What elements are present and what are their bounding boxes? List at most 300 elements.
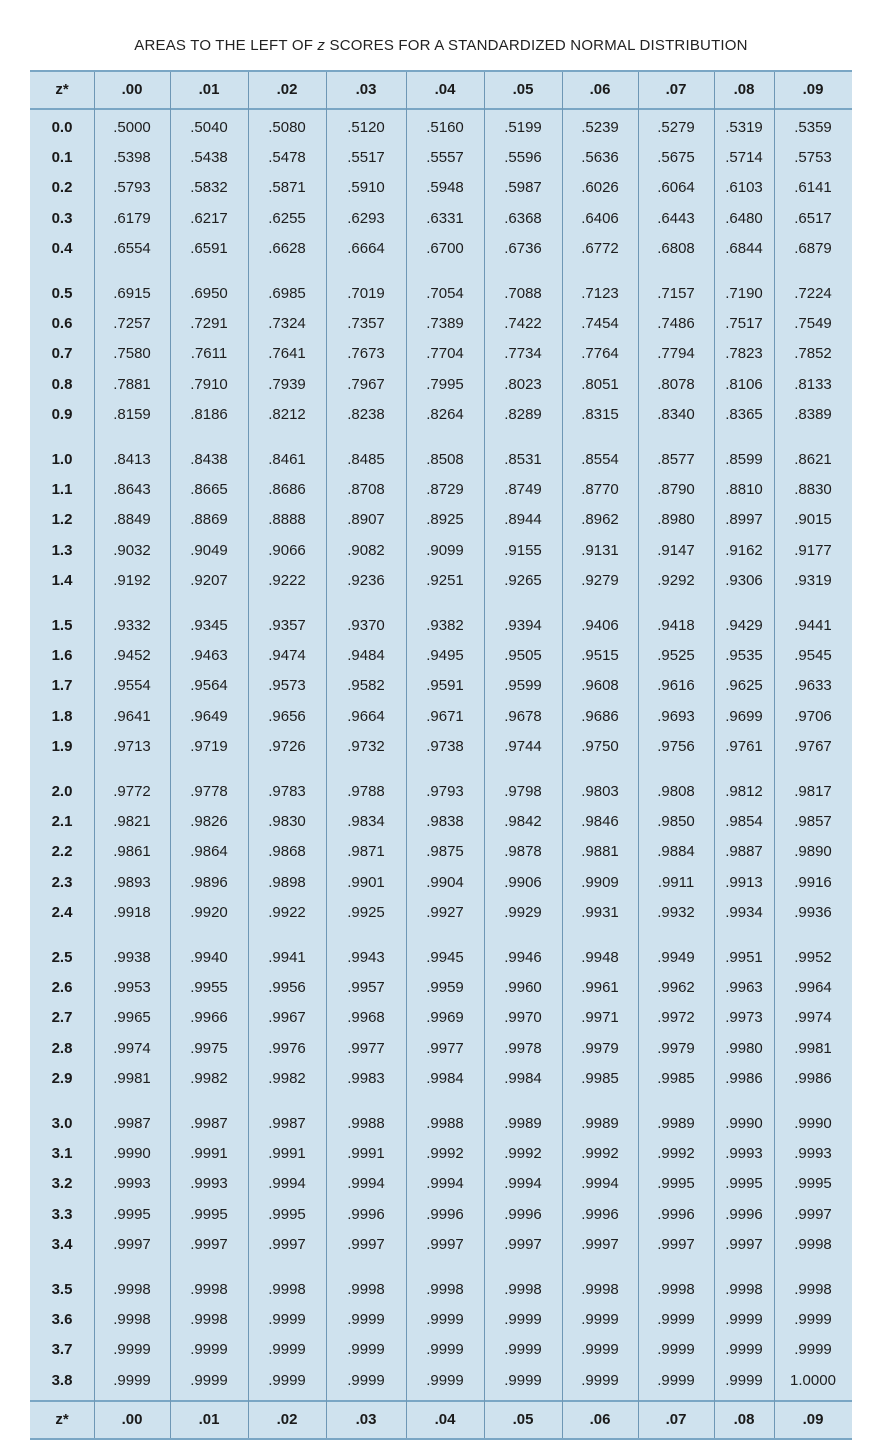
table-cell: .7734 — [504, 345, 542, 363]
column-divider — [94, 72, 95, 1438]
table-cell: .9911 — [657, 873, 695, 891]
table-cell: .9693 — [657, 707, 695, 725]
table-cell: .9998 — [504, 1281, 542, 1298]
table-cell: .8023 — [504, 375, 542, 393]
row-z-value: 0.4 — [51, 239, 73, 257]
table-cell: .8133 — [794, 375, 832, 393]
table-cell: .9987 — [190, 1115, 228, 1132]
table-cell: .9999 — [581, 1311, 619, 1329]
table-cell: .9955 — [190, 979, 228, 997]
table-cell: .6808 — [657, 239, 695, 257]
table-cell: .9985 — [581, 1069, 619, 1087]
row-z-value: 2.8 — [51, 1039, 73, 1057]
table-cell: .5239 — [581, 119, 619, 136]
table-cell: .9904 — [426, 873, 464, 891]
table-cell: .8665 — [190, 481, 228, 499]
table-cell: .9131 — [581, 541, 619, 559]
row-z-value: 2.1 — [51, 813, 73, 831]
row-z-value: 2.0 — [51, 783, 73, 800]
table-cell: .8749 — [504, 481, 542, 499]
table-row — [30, 973, 852, 1003]
table-cell: .9996 — [426, 1205, 464, 1223]
table-cell: .9994 — [504, 1175, 542, 1193]
table-cell: .9582 — [347, 677, 385, 695]
table-cell: .9986 — [725, 1069, 763, 1087]
row-z-value: 0.6 — [51, 315, 73, 333]
table-cell: .5987 — [504, 179, 542, 197]
table-row — [30, 641, 852, 671]
table-cell: .9997 — [657, 1235, 695, 1253]
table-cell: .7580 — [113, 345, 151, 363]
table-cell: .9999 — [426, 1341, 464, 1359]
table-cell: .9850 — [657, 813, 695, 831]
table-cell: .7019 — [347, 285, 385, 302]
table-cell: .9332 — [113, 617, 151, 634]
table-cell: .9279 — [581, 571, 619, 589]
table-cell: .9699 — [725, 707, 763, 725]
title-suffix: SCORES FOR A STANDARDIZED NORMAL DISTRIBUTION — [325, 37, 748, 54]
table-row — [30, 807, 852, 837]
table-cell: .9608 — [581, 677, 619, 695]
row-z-value: 1.1 — [51, 481, 73, 499]
table-cell: .7673 — [347, 345, 385, 363]
table-cell: .9793 — [426, 783, 464, 800]
table-cell: .9989 — [504, 1115, 542, 1132]
table-cell: .9996 — [657, 1205, 695, 1223]
header-bottom-z-label: z* — [55, 1411, 69, 1428]
table-cell: .5557 — [426, 149, 464, 167]
table-cell: .9625 — [725, 677, 763, 695]
table-cell: .9989 — [581, 1115, 619, 1132]
table-cell: .8621 — [794, 451, 832, 468]
table-cell: .9999 — [504, 1311, 542, 1329]
table-cell: .9969 — [426, 1009, 464, 1027]
header-bottom-col-label: .04 — [434, 1411, 456, 1428]
table-cell: .9292 — [657, 571, 695, 589]
table-cell: .9099 — [426, 541, 464, 559]
table-cell: .8686 — [268, 481, 306, 499]
table-cell: .9671 — [426, 707, 464, 725]
table-cell: .9306 — [725, 571, 763, 589]
row-z-value: 1.5 — [51, 617, 73, 634]
table-row — [30, 898, 852, 928]
row-z-value: 0.1 — [51, 149, 73, 167]
header-bottom-col-label: .08 — [733, 1411, 755, 1428]
table-cell: .9756 — [657, 737, 695, 755]
header-top-col-label: .01 — [198, 81, 220, 98]
table-cell: .9997 — [426, 1235, 464, 1253]
table-cell: .6179 — [113, 209, 151, 227]
table-cell: .9713 — [113, 737, 151, 755]
table-cell: .5478 — [268, 149, 306, 167]
table-cell: .8770 — [581, 481, 619, 499]
table-cell: .9761 — [725, 737, 763, 755]
row-z-value: 1.4 — [51, 571, 73, 589]
table-row — [30, 1034, 852, 1064]
table-cell: .9957 — [347, 979, 385, 997]
table-cell: .9968 — [347, 1009, 385, 1027]
table-cell: .9940 — [190, 949, 228, 966]
table-cell: .7764 — [581, 345, 619, 363]
table-cell: .9535 — [725, 647, 763, 665]
table-cell: .9616 — [657, 677, 695, 695]
table-cell: .9641 — [113, 707, 151, 725]
table-row — [30, 1230, 852, 1260]
table-cell: .9155 — [504, 541, 542, 559]
table-cell: .8599 — [725, 451, 763, 468]
table-cell: .8810 — [725, 481, 763, 499]
table-cell: .7157 — [657, 285, 695, 302]
table-cell: .9927 — [426, 903, 464, 921]
column-divider — [406, 72, 407, 1438]
row-z-value: 0.3 — [51, 209, 73, 227]
table-cell: .9890 — [794, 843, 832, 861]
table-cell: .9995 — [794, 1175, 832, 1193]
table-cell: .9767 — [794, 737, 832, 755]
table-cell: .6844 — [725, 239, 763, 257]
table-cell: .9207 — [190, 571, 228, 589]
table-cell: .7611 — [190, 345, 228, 363]
row-z-value: 2.9 — [51, 1069, 73, 1087]
table-cell: .9474 — [268, 647, 306, 665]
table-cell: .9997 — [794, 1205, 832, 1223]
table-cell: .6517 — [794, 209, 832, 227]
table-cell: .9370 — [347, 617, 385, 634]
table-cell: .9834 — [347, 813, 385, 831]
table-cell: .9998 — [347, 1281, 385, 1298]
table-cell: .9909 — [581, 873, 619, 891]
table-cell: .9938 — [113, 949, 151, 966]
table-cell: .9960 — [504, 979, 542, 997]
table-cell: .9999 — [268, 1371, 306, 1389]
table-cell: .8869 — [190, 511, 228, 529]
table-cell: .5080 — [268, 119, 306, 136]
table-row — [30, 536, 852, 566]
row-z-value: 0.7 — [51, 345, 73, 363]
table-cell: .9977 — [426, 1039, 464, 1057]
row-z-value: 0.0 — [51, 119, 73, 136]
table-row — [30, 777, 852, 807]
table-row — [30, 143, 852, 173]
table-cell: .7190 — [725, 285, 763, 302]
table-cell: .9236 — [347, 571, 385, 589]
table-cell: .9998 — [794, 1281, 832, 1298]
table-cell: .9981 — [113, 1069, 151, 1087]
table-cell: .7324 — [268, 315, 306, 333]
table-row — [30, 1200, 852, 1230]
row-z-value: 2.5 — [51, 949, 73, 966]
header-top-col-label: .09 — [802, 81, 824, 98]
table-cell: .6217 — [190, 209, 228, 227]
header-bottom-col-label: .05 — [512, 1411, 534, 1428]
table-cell: .9999 — [347, 1371, 385, 1389]
table-cell: .9999 — [581, 1341, 619, 1359]
table-cell: .7794 — [657, 345, 695, 363]
table-cell: .9846 — [581, 813, 619, 831]
table-cell: .8315 — [581, 405, 619, 423]
table-row — [30, 370, 852, 400]
title-z: z — [317, 37, 326, 54]
title-prefix: AREAS TO THE LEFT OF — [134, 37, 318, 54]
table-cell: .9901 — [347, 873, 385, 891]
table-cell: .5596 — [504, 149, 542, 167]
table-row — [30, 1109, 852, 1139]
header-top-col-label: .03 — [355, 81, 377, 98]
table-cell: .9066 — [268, 541, 306, 559]
table-cell: .9962 — [657, 979, 695, 997]
table-cell: .9982 — [268, 1069, 306, 1087]
table-cell: .9778 — [190, 783, 228, 800]
table-cell: .9999 — [504, 1371, 542, 1389]
table-row — [30, 732, 852, 762]
table-cell: .9812 — [725, 783, 763, 800]
table-cell: .9934 — [725, 903, 763, 921]
table-cell: .9997 — [190, 1235, 228, 1253]
table-cell: .7641 — [268, 345, 306, 363]
table-cell: .9974 — [113, 1039, 151, 1057]
table-cell: .6141 — [794, 179, 832, 197]
header-bottom-col-label: .07 — [665, 1411, 687, 1428]
table-cell: .9893 — [113, 873, 151, 891]
table-cell: .8051 — [581, 375, 619, 393]
table-cell: .7357 — [347, 315, 385, 333]
table-cell: .5160 — [426, 119, 464, 136]
table-cell: .9999 — [347, 1341, 385, 1359]
table-cell: .9982 — [190, 1069, 228, 1087]
table-cell: .9515 — [581, 647, 619, 665]
table-cell: .9999 — [426, 1311, 464, 1329]
table-row — [30, 1003, 852, 1033]
table-cell: .9977 — [347, 1039, 385, 1057]
table-cell: .9936 — [794, 903, 832, 921]
table-cell: .9798 — [504, 783, 542, 800]
table-cell: .9750 — [581, 737, 619, 755]
table-cell: .9965 — [113, 1009, 151, 1027]
table-cell: .9999 — [347, 1311, 385, 1329]
table-cell: .9992 — [426, 1145, 464, 1163]
row-z-value: 1.2 — [51, 511, 73, 529]
header-row-top — [30, 72, 852, 110]
table-cell: .8238 — [347, 405, 385, 423]
table-cell: .9983 — [347, 1069, 385, 1087]
header-bottom-col-label: .06 — [589, 1411, 611, 1428]
table-cell: .9995 — [113, 1205, 151, 1223]
table-cell: .9981 — [794, 1039, 832, 1057]
table-cell: .5871 — [268, 179, 306, 197]
table-cell: .8577 — [657, 451, 695, 468]
column-divider — [484, 72, 485, 1438]
row-z-value: 1.7 — [51, 677, 73, 695]
row-z-value: 1.3 — [51, 541, 73, 559]
table-row — [30, 204, 852, 234]
table-cell: .9999 — [657, 1311, 695, 1329]
row-z-value: 1.6 — [51, 647, 73, 665]
table-cell: .9992 — [657, 1145, 695, 1163]
table-row — [30, 1064, 852, 1094]
table-cell: .6368 — [504, 209, 542, 227]
table-cell: .6480 — [725, 209, 763, 227]
table-cell: .5753 — [794, 149, 832, 167]
table-cell: .9979 — [581, 1039, 619, 1057]
table-cell: .9999 — [268, 1311, 306, 1329]
table-row — [30, 339, 852, 369]
table-cell: .9999 — [426, 1371, 464, 1389]
table-cell: .9973 — [725, 1009, 763, 1027]
table-cell: .9545 — [794, 647, 832, 665]
table-row — [30, 1335, 852, 1365]
table-cell: .8962 — [581, 511, 619, 529]
table-cell: .9686 — [581, 707, 619, 725]
row-z-value: 3.8 — [51, 1371, 73, 1389]
table-row — [30, 702, 852, 732]
table-cell: 1.0000 — [790, 1371, 836, 1389]
table-cell: .9978 — [504, 1039, 542, 1057]
table-cell: .9998 — [113, 1281, 151, 1298]
table-cell: .9987 — [268, 1115, 306, 1132]
table-cell: .6985 — [268, 285, 306, 302]
table-cell: .9961 — [581, 979, 619, 997]
table-cell: .8944 — [504, 511, 542, 529]
table-cell: .5832 — [190, 179, 228, 197]
header-bottom-col-label: .03 — [355, 1411, 377, 1428]
table-cell: .9952 — [794, 949, 832, 966]
table-cell: .9162 — [725, 541, 763, 559]
table-cell: .7088 — [504, 285, 542, 302]
table-cell: .9974 — [794, 1009, 832, 1027]
column-divider — [714, 72, 715, 1438]
row-z-value: 0.2 — [51, 179, 73, 197]
row-z-value: 3.2 — [51, 1175, 73, 1193]
column-divider — [774, 72, 775, 1438]
table-cell: .9463 — [190, 647, 228, 665]
table-cell: .9997 — [504, 1235, 542, 1253]
table-cell: .9925 — [347, 903, 385, 921]
header-top-col-label: .00 — [121, 81, 143, 98]
z-table — [30, 70, 852, 1440]
table-cell: .8508 — [426, 451, 464, 468]
table-cell: .9997 — [347, 1235, 385, 1253]
table-cell: .9948 — [581, 949, 619, 966]
table-cell: .9956 — [268, 979, 306, 997]
table-cell: .9999 — [113, 1371, 151, 1389]
table-cell: .9999 — [190, 1371, 228, 1389]
table-cell: .7123 — [581, 285, 619, 302]
table-cell: .9997 — [113, 1235, 151, 1253]
table-cell: .7054 — [426, 285, 464, 302]
table-cell: .9881 — [581, 843, 619, 861]
table-cell: .8264 — [426, 405, 464, 423]
table-cell: .9830 — [268, 813, 306, 831]
table-cell: .9032 — [113, 541, 151, 559]
table-cell: .8643 — [113, 481, 151, 499]
table-cell: .9998 — [190, 1311, 228, 1329]
table-cell: .8340 — [657, 405, 695, 423]
table-cell: .9505 — [504, 647, 542, 665]
row-z-value: 2.2 — [51, 843, 73, 861]
row-z-value: 3.5 — [51, 1281, 73, 1298]
table-cell: .6915 — [113, 285, 151, 302]
table-cell: .9525 — [657, 647, 695, 665]
row-z-value: 2.6 — [51, 979, 73, 997]
header-bottom-col-label: .02 — [276, 1411, 298, 1428]
table-cell: .9999 — [657, 1341, 695, 1359]
table-cell: .6879 — [794, 239, 832, 257]
header-bottom-col-label: .00 — [121, 1411, 143, 1428]
table-cell: .9970 — [504, 1009, 542, 1027]
table-cell: .9990 — [794, 1115, 832, 1132]
table-cell: .7704 — [426, 345, 464, 363]
table-cell: .9656 — [268, 707, 306, 725]
table-cell: .9999 — [725, 1341, 763, 1359]
table-cell: .9564 — [190, 677, 228, 695]
table-cell: .8531 — [504, 451, 542, 468]
table-cell: .7224 — [794, 285, 832, 302]
table-cell: .9993 — [794, 1145, 832, 1163]
row-z-value: 3.4 — [51, 1235, 73, 1253]
table-cell: .9999 — [190, 1341, 228, 1359]
table-cell: .9998 — [426, 1281, 464, 1298]
table-cell: .9394 — [504, 617, 542, 634]
table-cell: .9887 — [725, 843, 763, 861]
table-cell: .9998 — [725, 1281, 763, 1298]
table-row — [30, 505, 852, 535]
table-cell: .8485 — [347, 451, 385, 468]
table-cell: .9599 — [504, 677, 542, 695]
table-cell: .9991 — [190, 1145, 228, 1163]
table-cell: .9996 — [504, 1205, 542, 1223]
table-row — [30, 113, 852, 143]
column-divider — [562, 72, 563, 1438]
table-cell: .9826 — [190, 813, 228, 831]
table-cell: .9995 — [725, 1175, 763, 1193]
table-cell: .9418 — [657, 617, 695, 634]
table-row — [30, 868, 852, 898]
table-cell: .9993 — [190, 1175, 228, 1193]
table-cell: .9987 — [113, 1115, 151, 1132]
table-cell: .9994 — [347, 1175, 385, 1193]
table-cell: .9941 — [268, 949, 306, 966]
table-cell: .8729 — [426, 481, 464, 499]
row-z-value: 1.9 — [51, 737, 73, 755]
table-cell: .9959 — [426, 979, 464, 997]
table-cell: .9878 — [504, 843, 542, 861]
column-divider — [248, 72, 249, 1438]
table-cell: .8554 — [581, 451, 619, 468]
table-cell: .8389 — [794, 405, 832, 423]
table-cell: .9998 — [794, 1235, 832, 1253]
table-cell: .9995 — [190, 1205, 228, 1223]
table-cell: .9222 — [268, 571, 306, 589]
table-cell: .9998 — [268, 1281, 306, 1298]
table-cell: .6255 — [268, 209, 306, 227]
row-z-value: 3.1 — [51, 1145, 73, 1163]
table-cell: .9992 — [581, 1145, 619, 1163]
table-cell: .7910 — [190, 375, 228, 393]
table-cell: .9192 — [113, 571, 151, 589]
table-cell: .9984 — [426, 1069, 464, 1087]
table-title — [30, 37, 852, 54]
table-cell: .6772 — [581, 239, 619, 257]
table-cell: .9943 — [347, 949, 385, 966]
table-cell: .9864 — [190, 843, 228, 861]
table-cell: .9994 — [426, 1175, 464, 1193]
table-cell: .9997 — [581, 1235, 619, 1253]
table-cell: .5714 — [725, 149, 763, 167]
table-cell: .9996 — [725, 1205, 763, 1223]
table-cell: .7422 — [504, 315, 542, 333]
table-cell: .9999 — [504, 1341, 542, 1359]
table-row — [30, 1366, 852, 1396]
